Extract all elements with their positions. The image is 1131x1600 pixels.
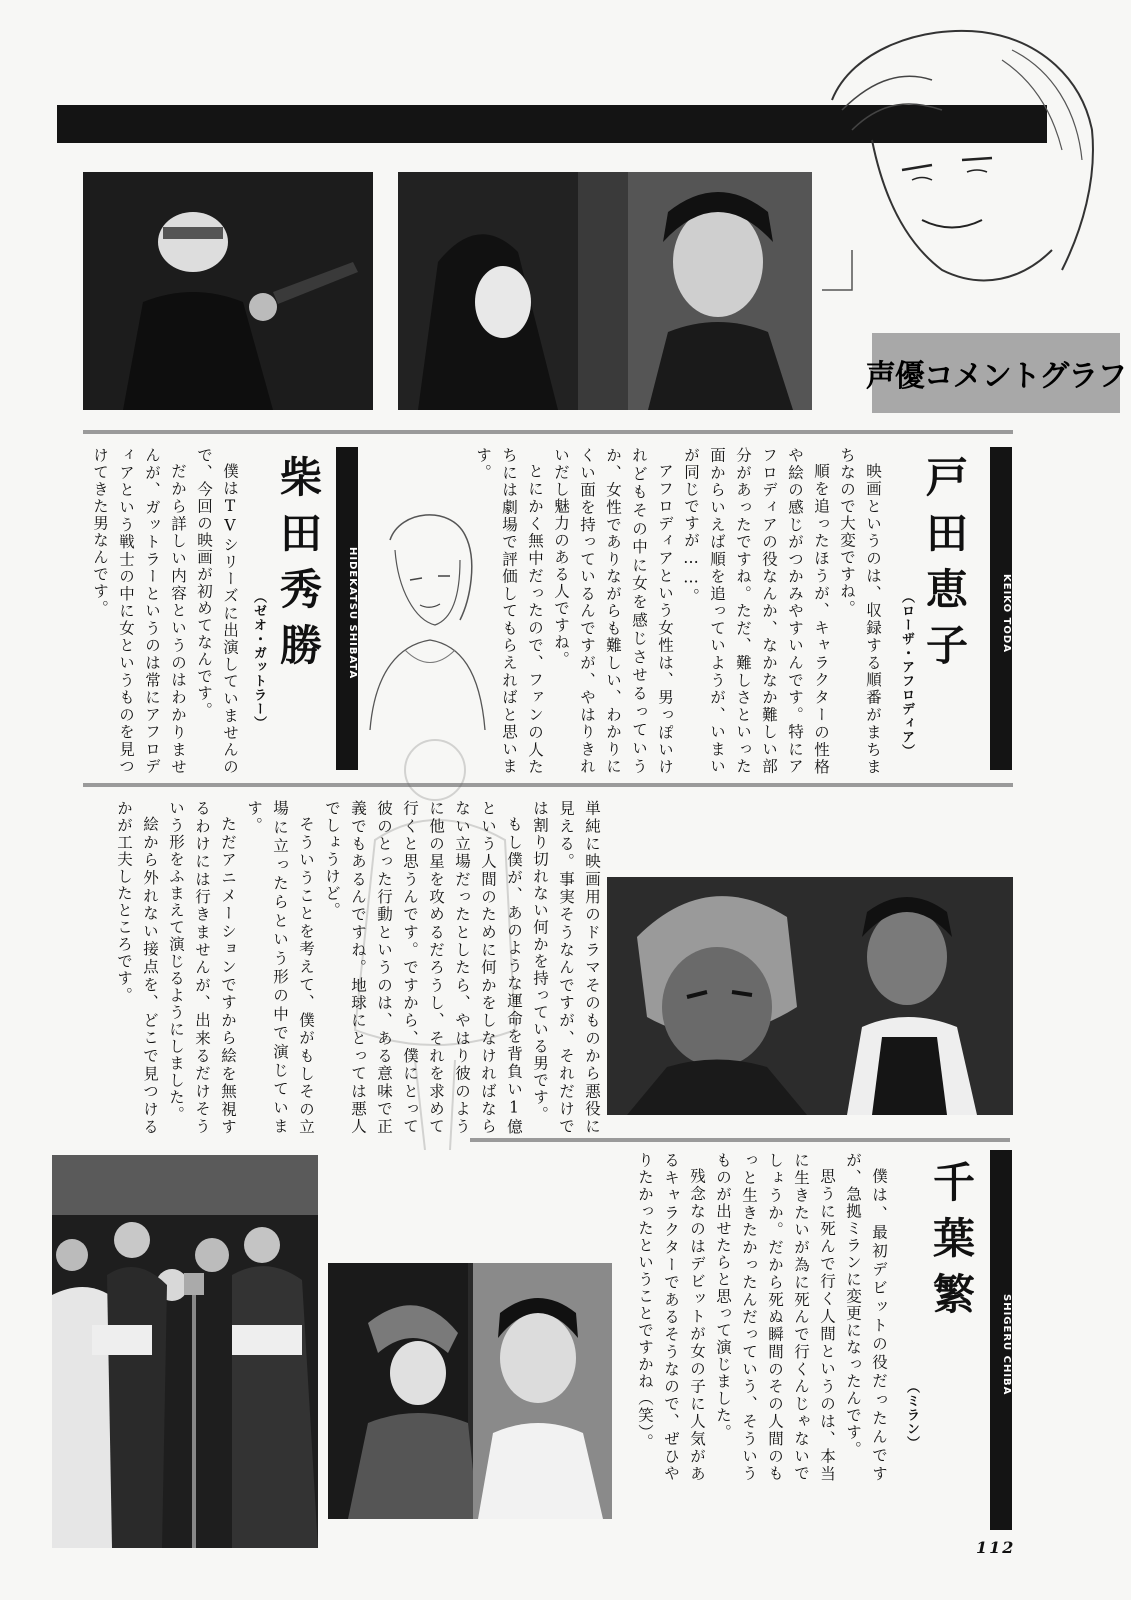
shibata-paragraph-7: 絵から外れない接点を、どこで見つけるかが工夫したところです。	[115, 800, 159, 1135]
comment-graph-title	[865, 333, 1127, 413]
chiba-paragraph-2: 思うに死んで行く人間というのは、本当に生きたいが為に死んで行くんじゃないでしょうか。だから死ぬ瞬間のその人間のもっと生きたかったんだっていう、そういうものが出せたらと思って演じました。	[714, 1152, 836, 1482]
shibata-paragraph-6: ただアニメーションですから絵を無視するわけには行きませんが、出来るだけそういう形をふまえて演じるようにしました。	[167, 800, 237, 1135]
toda-paragraph-2: 順を追ったほうが、キャラクターの性格や絵の感じがつかみやすいんです。特にアフロディアの役なんか、なかなか難しい部分があったですね。ただ、難しさといった面からいえば順を追っていようが、いまいが同じですが……。	[682, 447, 830, 775]
shibata-paragraph-2: だから詳しい内容というのはわかりませんが、ガットラーというのは常にアフロディアという戦士の中に女というものを見つけてきた男なんです。	[91, 447, 187, 775]
page-number: 112	[976, 1538, 1016, 1557]
shibata-paragraph-5: そういうことを考えて、僕がもしその立場に立ったらという形の中で演じています。	[245, 800, 315, 1135]
comment-body-toda	[462, 447, 886, 775]
comment-graph-title-text: 声優コメントグラフ	[865, 359, 1127, 394]
chiba-paragraph-3: 残念なのはデビットが女の子に人気があるキャラクターであるそうなので、ぜひやりたかったということですかね（笑）。	[636, 1152, 706, 1482]
comment-body-chiba	[630, 1152, 892, 1482]
toda-paragraph-4: とにかく無中だったので、ファンの人たちには劇場で評価してもらえればと思います。	[474, 447, 544, 775]
shibata-paragraph-3: 単純に映画用のドラマそのものから悪役に見える。事実そうなんですが、それだけでは割り切れない何かを持っている男です。	[531, 800, 601, 1135]
shibata-paragraph-4: もし僕が、あのような運命を背負い1億という人間のために何かをしなければならない立場だったとしたら、やはり彼のように他の星を攻めるだろうし、それを求めて行くと思うんです。ですから、僕にとって彼のとった行動というのは、ある意味で正義でもあるんですね。地球にとっては悪人でしょうけど。	[323, 800, 523, 1135]
character-sketch-illustration	[812, 20, 1112, 320]
divider-top	[83, 430, 1013, 434]
comment-body-shibata-bottom	[78, 800, 605, 1135]
aphrodia-sketch-illustration	[360, 500, 490, 730]
toda-paragraph-3: アフロディアという女性は、男っぽいけれどもその中に女を感じさせるっていうか、女性でありながらも難しい、わかりにくい面を持っているんですが、やはりきれいだし魅力のある人ですね。	[552, 447, 674, 775]
photo-voice-cast-recording	[52, 1155, 318, 1548]
label-keiko-toda: KEIKO TODA	[990, 447, 1012, 770]
label-hidekatsu-shibata: HIDEKATSU SHIBATA	[336, 447, 358, 770]
photo-hidekatsu-shibata-with-gattler	[607, 877, 1013, 1115]
name-shigeru-chiba: 千葉繁	[927, 1160, 976, 1328]
anime-still-officer-gun	[83, 172, 373, 410]
toda-paragraph-1: 映画というのは、収録する順番がまちまちなので大変ですね。	[838, 447, 882, 775]
name-keiko-toda: 戸田恵子	[920, 455, 969, 679]
divider-middle	[83, 783, 1013, 787]
shibata-paragraph-1: 僕はTVシリーズに出演していませんので、今回の映画が初めてなんです。	[195, 447, 239, 775]
photo-keiko-toda-with-aphrodia	[398, 172, 812, 410]
photo-shigeru-chiba-with-milan	[328, 1263, 612, 1519]
role-zeo-gattler: （ゼオ・ガットラー）	[251, 590, 266, 730]
role-rosa-aphrodia: （ローザ・アフロディア）	[899, 590, 914, 758]
label-shigeru-chiba: SHIGERU CHIBA	[990, 1150, 1012, 1530]
divider-lower	[470, 1138, 1010, 1142]
chiba-paragraph-1: 僕は、最初デビットの役だったんですが、急拠ミランに変更になったんです。	[844, 1152, 888, 1482]
role-milan: （ミラン）	[904, 1380, 919, 1450]
comment-body-shibata-top	[83, 447, 243, 775]
name-hidekatsu-shibata: 柴田秀勝	[274, 455, 323, 679]
